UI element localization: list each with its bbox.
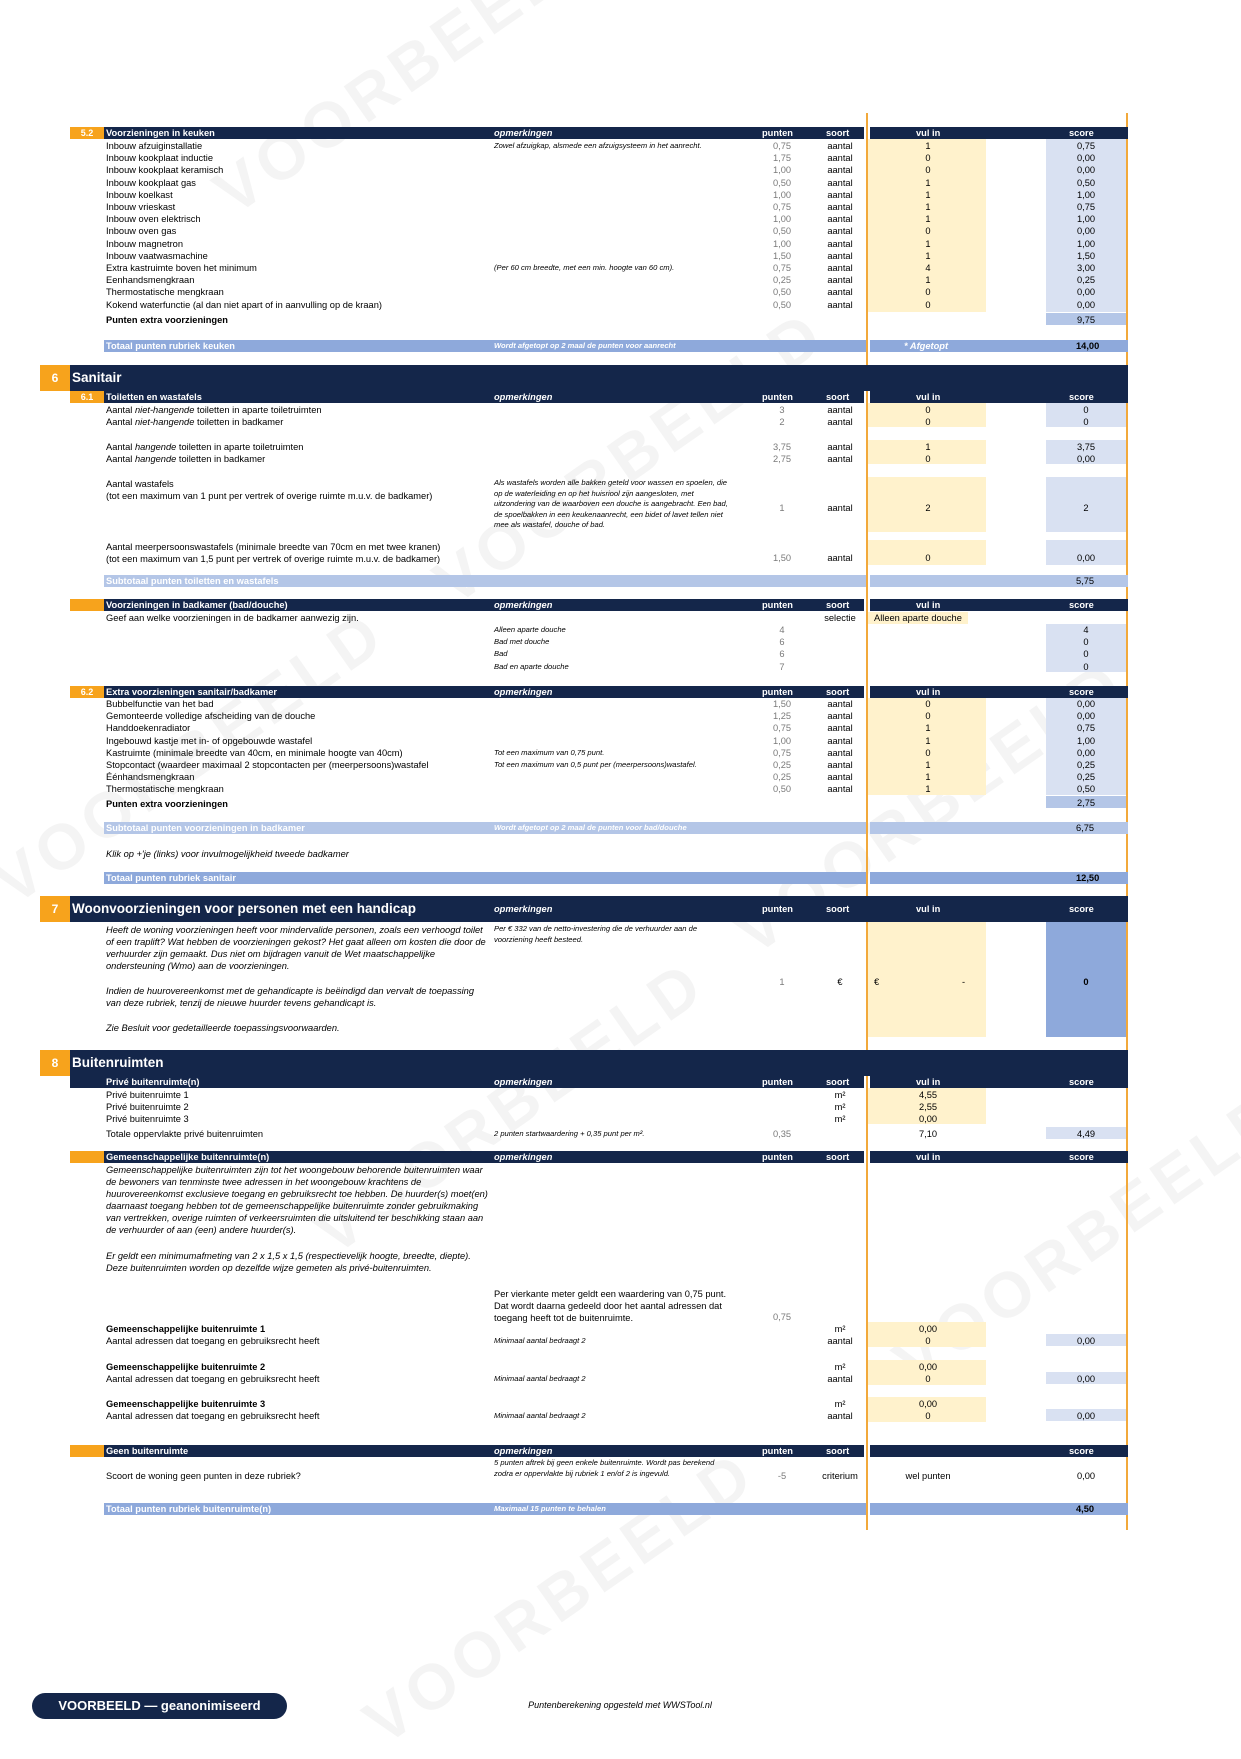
keuken-extra-score: 9,75: [1076, 315, 1096, 325]
score: 1,00: [1076, 189, 1096, 200]
row-label: Stopcontact (waardeer maximaal 2 stopcontacten per (meerpersoons)wastafel: [106, 760, 429, 770]
option-label: Alleen aparte douche: [494, 625, 566, 634]
score: 0,00: [1076, 287, 1096, 298]
score: 1,00: [1076, 214, 1096, 225]
option-label: Bad: [494, 649, 508, 659]
score: 0,25: [1076, 760, 1096, 770]
points: 6: [779, 649, 785, 660]
toilet-row-3: Aantal hangende toiletten in aparte toiletruimten: [106, 442, 304, 452]
unit: €: [837, 977, 843, 987]
input-value[interactable]: 0,00: [918, 1361, 938, 1372]
score: 2: [1083, 503, 1089, 513]
unit: aantal: [827, 417, 853, 427]
investment-input[interactable]: -: [962, 977, 966, 987]
unit: aantal: [827, 711, 853, 722]
sub-header-toiletten: 6.1 Toiletten en wastafels opmerkingen punten soort vul in score: [70, 391, 1128, 403]
points: 1: [779, 503, 785, 513]
unit: aantal: [827, 153, 853, 164]
points: 1,50: [772, 250, 792, 261]
row-note: Tot een maximum van 0,75 punt.: [494, 747, 605, 757]
row-label: Bubbelfunctie van het bad: [106, 699, 214, 709]
row-label: Privé buitenruimte 2: [106, 1102, 189, 1113]
row-label: Privé buitenruimte 1: [106, 1090, 189, 1100]
unit: aantal: [827, 250, 853, 261]
input-value[interactable]: 4: [925, 263, 931, 273]
input-value[interactable]: 1: [925, 784, 931, 795]
input-value[interactable]: 1: [925, 141, 931, 151]
score: 1,50: [1076, 250, 1096, 261]
points: 0,50: [772, 226, 792, 237]
score: 0,00: [1076, 299, 1096, 310]
wastafel-label: Aantal wastafels: [106, 479, 174, 489]
score: 0,00: [1076, 1471, 1096, 1481]
sanitair-extra-label: Punten extra voorzieningen: [106, 799, 228, 809]
unit: aantal: [827, 784, 853, 795]
points: 0,75: [772, 263, 792, 273]
toilet-row-4: Aantal hangende toiletten in badkamer: [106, 454, 266, 464]
points: 1,00: [772, 238, 792, 249]
meerpersoons-sublabel: (tot een maximum van 1,5 punt per vertrek of overige ruimte m.u.v. de badkamer): [106, 554, 441, 564]
prive-total-label: Totale oppervlakte privé buitenruimten: [106, 1129, 264, 1139]
points: 0,75: [772, 747, 792, 758]
row-label: Thermostatische mengkraan: [106, 784, 224, 795]
points: 1,00: [772, 189, 792, 200]
score: 0,25: [1076, 772, 1096, 783]
gem-label: Aantal adressen dat toegang en gebruiksrecht heeft: [106, 1336, 320, 1346]
unit: m²: [834, 1102, 846, 1113]
unit: aantal: [827, 1336, 853, 1346]
toilet-row-2: Aantal niet-hangende toiletten in badkamer: [106, 417, 284, 427]
points: 1,25: [772, 711, 792, 722]
points: 2,75: [772, 454, 792, 464]
toiletten-subtotal-bar: Subtotaal punten toiletten en wastafels 5,75: [104, 575, 1128, 587]
points: 2: [779, 417, 785, 427]
row-label: Privé buitenruimte 3: [106, 1114, 189, 1125]
input-value[interactable]: 0: [925, 1411, 931, 1421]
input-value[interactable]: 0: [925, 287, 931, 298]
points: 0,50: [772, 287, 792, 298]
input-value[interactable]: 0,00: [918, 1399, 938, 1409]
unit: aantal: [827, 214, 853, 225]
gem-note: Minimaal aantal bedraagt 2: [494, 1336, 586, 1345]
row-label: Inbouw oven elektrisch: [106, 214, 201, 225]
gem-label: Aantal adressen dat toegang en gebruiksrecht heeft: [106, 1411, 320, 1421]
score: 0: [1083, 405, 1089, 415]
input-value[interactable]: 1: [925, 275, 931, 286]
unit: aantal: [827, 760, 853, 770]
unit: aantal: [827, 503, 853, 513]
row-note: (Per 60 cm breedte, met een min. hoogte van 60 cm).: [494, 263, 675, 272]
unit: selectie: [824, 613, 856, 623]
points: 0,75: [772, 723, 792, 734]
score: 0: [1083, 649, 1089, 660]
score: 1,00: [1076, 238, 1096, 249]
row-label: Kokend waterfunctie (al dan niet apart of in aanvulling op de kraan): [106, 299, 382, 310]
option-label: Bad met douche: [494, 637, 550, 647]
score: 0,00: [1076, 699, 1096, 709]
unit: aantal: [827, 141, 853, 151]
unit: aantal: [827, 1411, 853, 1421]
score: 0,50: [1076, 177, 1096, 188]
input-value[interactable]: 1: [925, 442, 931, 452]
sanitair-extra-score: 2,75: [1076, 798, 1096, 808]
points: 0,75: [772, 141, 792, 151]
sub-header-geen-buitenruimte: Geen buitenruimte opmerkingen punten soort score: [70, 1445, 1128, 1457]
criterium-value[interactable]: wel punten: [905, 1471, 951, 1481]
unit: m²: [834, 1090, 846, 1100]
handicap-text-3: Zie Besluit voor gedetailleerde toepassingsvoorwaarden.: [106, 1023, 340, 1033]
input-value[interactable]: 0: [925, 417, 931, 427]
gem-title: Gemeenschappelijke buitenruimte 2: [106, 1361, 266, 1372]
points: 1,00: [772, 735, 792, 746]
score: 0,75: [1076, 202, 1096, 212]
unit: m²: [834, 1324, 846, 1334]
example-badge: VOORBEELD — geanonimiseerd: [32, 1693, 287, 1719]
section-sanitair: 6 Sanitair: [40, 365, 1128, 391]
points: 1,75: [772, 153, 792, 164]
unit: aantal: [827, 202, 853, 212]
points: 0,75: [772, 202, 792, 212]
points: 0,25: [772, 760, 792, 770]
input-value[interactable]: 1: [925, 238, 931, 249]
input-value[interactable]: 1: [925, 177, 931, 188]
input-value[interactable]: 0: [925, 747, 931, 758]
input-value[interactable]: 0,00: [918, 1324, 938, 1334]
row-label: Handdoekenradiator: [106, 723, 191, 734]
row-label: Inbouw kookplaat gas: [106, 177, 196, 188]
prive-total-value: 7,10: [918, 1129, 938, 1139]
sub-header-gemeenschappelijk: Gemeenschappelijke buitenruimte(n) opmerkingen punten soort vul in score: [70, 1151, 1128, 1163]
input-value[interactable]: 0: [925, 711, 931, 722]
points: 1: [779, 977, 785, 987]
gem-title: Gemeenschappelijke buitenruimte 3: [106, 1399, 266, 1409]
row-label: Ingebouwd kastje met in- of opgebouwde wastafel: [106, 735, 313, 746]
unit: m²: [834, 1361, 846, 1372]
unit: aantal: [827, 699, 853, 709]
unit: aantal: [827, 263, 853, 273]
input-value[interactable]: 1: [925, 214, 931, 225]
unit: aantal: [827, 299, 853, 310]
input-value[interactable]: 2,55: [918, 1102, 938, 1113]
section-header-keuken: 5.2 Voorzieningen in keuken opmerkingen punten soort vul in score: [70, 127, 1128, 139]
unit: aantal: [827, 772, 853, 783]
points: 1,50: [772, 553, 792, 563]
buiten-total-bar: Totaal punten rubriek buitenruimte(n) Maximaal 15 punten te behalen 4,50: [104, 1503, 1128, 1515]
unit: aantal: [827, 177, 853, 188]
row-label: Inbouw kookplaat inductie: [106, 153, 213, 164]
points: 7: [779, 661, 785, 672]
score: 0,00: [1076, 1373, 1096, 1384]
geen-question: Scoort de woning geen punten in deze rubriek?: [106, 1471, 301, 1481]
gem-label: Aantal adressen dat toegang en gebruiksrecht heeft: [106, 1373, 320, 1384]
input-value[interactable]: 0: [925, 299, 931, 310]
row-label: Gemonteerde volledige afscheiding van de douche: [106, 711, 316, 722]
input-value[interactable]: 0: [925, 153, 931, 164]
sub-header-prive: Privé buitenruimte(n) opmerkingen punten soort vul in score: [70, 1076, 1128, 1088]
wastafel-sublabel: (tot een maximum van 1 punt per vertrek of overige ruimte m.u.v. de badkamer): [106, 491, 433, 501]
sub-header-badkamer: Voorzieningen in badkamer (bad/douche) opmerkingen punten soort vul in score: [70, 599, 1128, 611]
points: -5: [777, 1471, 787, 1481]
input-value[interactable]: 0: [925, 1373, 931, 1384]
score: 0,00: [1076, 454, 1096, 464]
watermark: [200, 0, 619, 229]
row-label: Inbouw kookplaat keramisch: [106, 165, 224, 176]
score: 0: [1083, 417, 1089, 427]
meerpersoons-label: Aantal meerpersoonswastafels (minimale breedte van 70cm en met twee kranen): [106, 542, 441, 552]
input-value[interactable]: 1: [925, 760, 931, 770]
score: 4,49: [1076, 1129, 1096, 1139]
row-label: Eenhandsmengkraan: [106, 275, 195, 286]
input-value[interactable]: 0: [925, 454, 931, 464]
unit: aantal: [827, 189, 853, 200]
wastafel-note: Als wastafels worden alle bakken geteld voor wassen en spoelen, die op de waterleiding en op het huisriool zijn aangesloten, met uitzondering van de waarboven een douche is aangebracht. Een bad, de spoelbakken in een keukenaanrecht, een bidet of lavet tellen niet mee als wastafel, douche of bad.: [494, 478, 728, 529]
unit: aantal: [827, 454, 853, 464]
input-value[interactable]: 0: [925, 553, 931, 563]
input-value[interactable]: 2: [925, 503, 931, 513]
unit: aantal: [827, 442, 853, 452]
badkamer-question: Geef aan welke voorzieningen in de badkamer aanwezig zijn.: [106, 613, 359, 623]
points: 0,50: [772, 299, 792, 310]
input-value[interactable]: 4,55: [918, 1090, 938, 1100]
gem-title: Gemeenschappelijke buitenruimte 1: [106, 1324, 266, 1334]
input-value[interactable]: 0: [925, 165, 931, 176]
gem-note: Minimaal aantal bedraagt 2: [494, 1373, 586, 1383]
points: 1,50: [772, 699, 792, 709]
row-label: Inbouw afzuiginstallatie: [106, 141, 203, 151]
geen-note: 5 punten aftrek bij geen enkele buitenruimte. Wordt pas berekend zodra er oppervlakte bij rubriek 1 en/of 2 is ingevuld.: [494, 1458, 715, 1478]
toilet-row-1: Aantal niet-hangende toiletten in aparte toiletruimten: [106, 405, 322, 415]
gem-text-2: Er geldt een minimumafmeting van 2 x 1,5 x 1,5 (respectievelijk hoogte, breedte, diepte). Deze buitenruimten worden op dezelfde wijze gemeten als privé-buitenruimten.: [106, 1251, 471, 1273]
unit: aantal: [827, 747, 853, 758]
points: 6: [779, 637, 785, 648]
input-value[interactable]: 0: [925, 226, 931, 237]
handicap-text-2: Indien de huurovereenkomst met de gehandicapte is beëindigd dan vervalt de toepassing van deze rubriek, tenzij de nieuwe huurder tevens gehandicapt is.: [106, 986, 474, 1008]
gem-text-1: Gemeenschappelijke buitenruimten zijn tot het woongebouw behorende buitenruimten waar de bewoners van tenminste twee adressen in het woongebouw krachtens de huurovereenkomst exclusieve toegang en gebruiksrecht toe hebben. De huurder(s) moet(en) daarnaast toegang hebben tot de gemeenschappelijke buitenruimte zonder gebruikmaking van vertrekken, overige ruimten of verkeersruimten die uitsluitend ter beschikking staan aan de verhuurder of aan (een) andere huurder(s).: [106, 1165, 488, 1235]
points: 0,75: [772, 1312, 792, 1322]
score: 0,75: [1076, 723, 1096, 734]
points: 0,50: [772, 177, 792, 188]
input-value[interactable]: 1: [925, 772, 931, 783]
second-bathroom-hint[interactable]: Klik op +'je (links) voor invulmogelijkheid tweede badkamer: [106, 849, 349, 859]
row-label: Thermostatische mengkraan: [106, 287, 224, 298]
unit: aantal: [827, 287, 853, 298]
footer-credit: Puntenberekening opgesteld met WWSTool.nl: [528, 1700, 712, 1710]
points: 3,75: [772, 442, 792, 452]
row-label: Extra kastruimte boven het minimum: [106, 263, 257, 273]
points: 3: [779, 405, 785, 415]
row-label: Inbouw magnetron: [106, 238, 184, 249]
unit: aantal: [827, 165, 853, 176]
unit: aantal: [827, 226, 853, 237]
score: 0,00: [1076, 1411, 1096, 1421]
input-value[interactable]: 1: [925, 202, 931, 212]
score: 0,75: [1076, 141, 1096, 151]
unit: aantal: [827, 723, 853, 734]
score: 0,00: [1076, 165, 1096, 176]
row-label: Inbouw vaatwasmachine: [106, 250, 208, 261]
input-value[interactable]: 1: [925, 250, 931, 261]
score: 3,00: [1076, 263, 1096, 273]
prive-total-note: 2 punten startwaardering + 0,35 punt per m².: [494, 1129, 645, 1138]
gem-note: Per vierkante meter geldt een waardering van 0,75 punt. Dat wordt daarna gedeeld door het aantal adressen dat toegang heeft tot de buitenruimte.: [494, 1289, 727, 1323]
row-label: Kastruimte (minimale breedte van 40cm, en minimale hoogte van 40cm): [106, 747, 403, 758]
row-label: Inbouw oven gas: [106, 226, 177, 237]
sub-header-extra-sanitair: 6.2 Extra voorzieningen sanitair/badkamer opmerkingen punten soort vul in score: [70, 686, 1128, 698]
score: 3,75: [1076, 442, 1096, 452]
section-buitenruimten: 8 Buitenruimten: [40, 1050, 1128, 1076]
input-value[interactable]: 0,00: [918, 1114, 938, 1125]
score: 4: [1083, 625, 1089, 635]
badkamer-select[interactable]: Alleen aparte douche: [874, 613, 962, 623]
input-value[interactable]: 0: [925, 699, 931, 709]
keuken-total-bar: Totaal punten rubriek keuken Wordt afgetopt op 2 maal de punten voor aanrecht * Afgetopt 14,00: [104, 340, 1128, 352]
badkamer-subtotal-bar: Subtotaal punten voorzieningen in badkamer Wordt afgetopt op 2 maal de punten voor bad/douche 6,75: [104, 822, 1128, 834]
input-value[interactable]: 1: [925, 723, 931, 734]
input-value[interactable]: 1: [925, 735, 931, 746]
option-label: Bad en aparte douche: [494, 661, 569, 671]
points: 4: [779, 625, 785, 635]
unit: aantal: [827, 1373, 853, 1384]
score: 0,00: [1076, 553, 1096, 563]
points: 0,50: [772, 784, 792, 795]
unit: aantal: [827, 553, 853, 563]
watermark: [350, 1435, 769, 1759]
keuken-extra-label: Punten extra voorzieningen: [106, 315, 228, 325]
score: 0,00: [1076, 747, 1096, 758]
points: 0,35: [772, 1129, 792, 1139]
score: 0,00: [1076, 226, 1096, 237]
score: 0: [1083, 661, 1089, 672]
unit: aantal: [827, 238, 853, 249]
score: 0,50: [1076, 784, 1096, 795]
gem-note: Minimaal aantal bedraagt 2: [494, 1411, 586, 1420]
score: 0,00: [1076, 711, 1096, 722]
handicap-text-1: Heeft de woning voorzieningen heeft voor mindervalide personen, zoals een verhoogd toilet of een traplift? Wat hebben de voorzieningen gekost? Het gaat alleen om kosten die door de verhuurder zijn gemaakt. Dus niet om bijdragen vanuit de Wet maatschappelijke ondersteuning (Wmo) aan de voorzieningen.: [106, 925, 486, 971]
points: 1,00: [772, 214, 792, 225]
unit: criterium: [822, 1471, 858, 1481]
score: 0: [1083, 977, 1089, 987]
score: 1,00: [1076, 735, 1096, 746]
handicap-note: Per € 332 van de netto-investering die de verhuurder aan de voorziening heeft besteed.: [494, 924, 698, 944]
row-label: Éénhandsmengkraan: [106, 772, 195, 783]
currency-symbol: €: [874, 977, 880, 987]
sanitair-total-bar: Totaal punten rubriek sanitair 12,50: [104, 872, 1128, 884]
row-label: Inbouw koelkast: [106, 189, 173, 200]
row-note: Tot een maximum van 0,5 punt per (meerpersoons)wastafel.: [494, 760, 697, 769]
score: 0,00: [1076, 153, 1096, 164]
score: 0,25: [1076, 275, 1096, 286]
input-value[interactable]: 0: [925, 1336, 931, 1346]
unit: m²: [834, 1114, 846, 1125]
points: 0,25: [772, 275, 792, 286]
input-value[interactable]: 0: [925, 405, 931, 415]
unit: m²: [834, 1399, 846, 1409]
score: 0: [1083, 637, 1089, 648]
points: 0,25: [772, 772, 792, 783]
input-value[interactable]: 1: [925, 189, 931, 200]
score: 0,00: [1076, 1336, 1096, 1346]
unit: aantal: [827, 735, 853, 746]
row-label: Inbouw vrieskast: [106, 202, 176, 212]
section-handicap: 7 Woonvoorzieningen voor personen met een handicap opmerkingen punten soort vul in score: [40, 896, 1128, 922]
unit: aantal: [827, 405, 853, 415]
points: 1,00: [772, 165, 792, 176]
row-note: Zowel afzuigkap, alsmede een afzuigsysteem in het aanrecht.: [494, 141, 702, 150]
unit: aantal: [827, 275, 853, 286]
